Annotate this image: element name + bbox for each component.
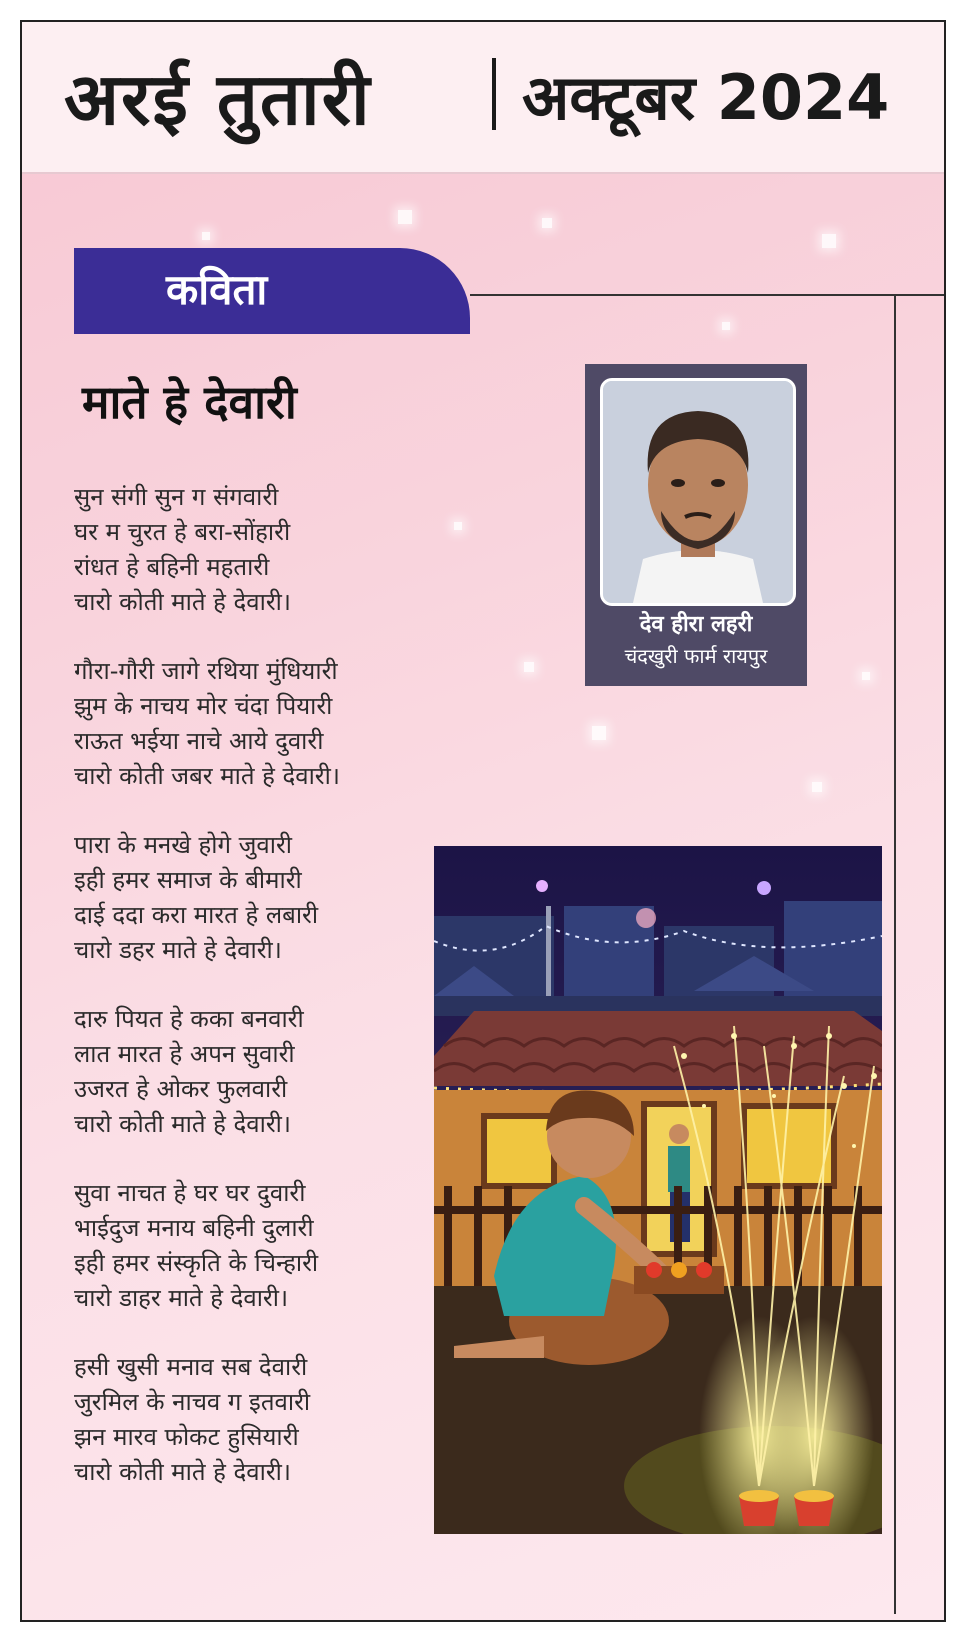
author-portrait-icon [603, 381, 793, 603]
poem-line: घर म चुरत हे बरा-सोंहारी [74, 518, 291, 546]
poem-line: चारो डहर माते हे देवारी। [74, 936, 282, 964]
poem-line: लात मारत हे अपन सुवारी [74, 1040, 295, 1068]
poem-line: झन मारव फोकट हुसियारी [74, 1423, 299, 1451]
poem-line: इही हमर संस्कृति के चिन्हारी [74, 1249, 319, 1277]
stanza-6 [74, 1350, 434, 1490]
poem-title: माते हे देवारी [82, 375, 297, 429]
poem-line: पारा के मनखे होगे जुवारी [74, 831, 293, 859]
poem-line: सुन संगी सुन ग संगवारी [74, 483, 279, 511]
poem-line: उजरत हे ओकर फुलवारी [74, 1075, 288, 1103]
stanza-5 [74, 1176, 434, 1316]
poem-line: गौरा-गौरी जागे रथिया मुंधियारी [74, 657, 338, 685]
poem-line: जुरमिल के नाचव ग इतवारी [74, 1388, 311, 1416]
poem-line: झुम के नाचय मोर चंदा पियारी [74, 692, 333, 720]
stanza-1 [74, 480, 434, 620]
author-card [585, 364, 807, 686]
diwali-scene-icon [434, 846, 882, 1534]
poem-line: दाई ददा करा मारत हे लबारी [74, 901, 319, 929]
sparkle-decoration [592, 726, 606, 740]
section-rule-horizontal [470, 294, 946, 296]
sparkle-decoration [398, 210, 412, 224]
masthead-separator [492, 58, 496, 130]
poem-line: चारो डाहर माते हे देवारी। [74, 1284, 289, 1312]
section-tab [74, 248, 470, 334]
sparkle-decoration [202, 232, 210, 240]
stanza-2 [74, 654, 434, 794]
stanza-4 [74, 1002, 434, 1142]
sparkle-decoration [822, 234, 836, 248]
sparkle-decoration [454, 522, 462, 530]
poem-line: रांधत हे बहिनी महतारी [74, 553, 270, 581]
poem-line: दारु पियत हे कका बनवारी [74, 1005, 304, 1033]
author-name: देव हीरा लहरी [639, 612, 753, 637]
poem-line: राऊत भईया नाचे आये दुवारी [74, 727, 324, 755]
poem-line: चारो कोती माते हे देवारी। [74, 588, 291, 616]
author-photo [600, 378, 796, 606]
sparkle-decoration [812, 782, 822, 792]
magazine-title: अरई तुतारी [64, 57, 372, 141]
sparkle-decoration [862, 672, 870, 680]
poem-line: इही हमर समाज के बीमारी [74, 866, 302, 894]
sparkle-decoration [722, 322, 730, 330]
poem-line: चारो कोती माते हे देवारी। [74, 1458, 291, 1486]
sparkle-decoration [542, 218, 552, 228]
poem-line: चारो कोती माते हे देवारी। [74, 1110, 291, 1138]
stanza-3 [74, 828, 434, 968]
poem-line: सुवा नाचत हे घर घर दुवारी [74, 1179, 306, 1207]
issue-date: अक्टूबर 2024 [522, 61, 890, 134]
poem-line: हसी खुसी मनाव सब देवारी [74, 1353, 308, 1381]
poem-line: भाईदुज मनाय बहिनी दुलारी [74, 1214, 314, 1242]
poem-line: चारो कोती जबर माते हे देवारी। [74, 762, 340, 790]
section-rule-vertical [894, 294, 896, 1614]
sparkle-decoration [524, 662, 534, 672]
masthead [22, 22, 944, 174]
section-label: कविता [166, 265, 268, 314]
page-frame [20, 20, 946, 1622]
author-location: चंदखुरी फार्म रायपुर [624, 644, 768, 668]
diwali-illustration [434, 846, 882, 1534]
poem-body [74, 480, 434, 1524]
